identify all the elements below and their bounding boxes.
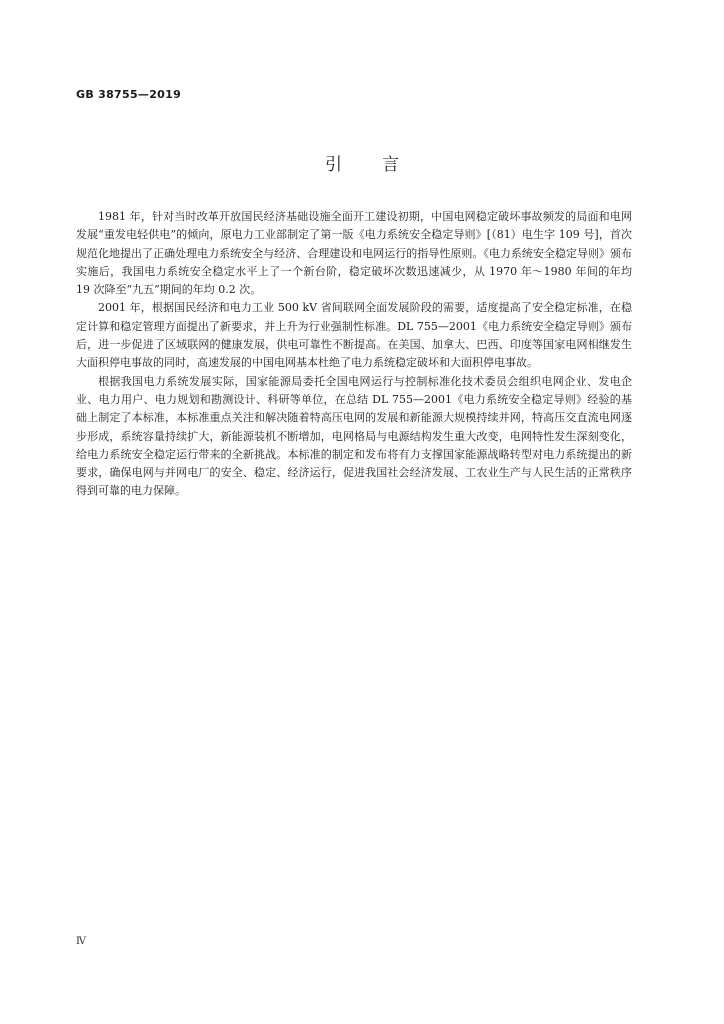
paragraph-2: 2001 年，根据国民经济和电力工业 500 kV 省间联网全面发展阶段的需要，适度提高了安全稳定标准，在稳定计算和稳定管理方面提出了新要求，并上升为行业强制性标准。DL 755—2001《电力系统安全稳定导则》颁布后，进一步促进了区域联网的健康发展，供电可靠性不断提高。在美国、加拿大、巴西、印度等国家电网相继发生大面积停电事故的同时，高速发展的中国电网基本杜绝了电力系统稳定破坏和大面积停电事故。 <box>76 301 632 370</box>
standard-code: GB 38755—2019 <box>76 88 182 101</box>
paragraph-3: 根据我国电力系统发展实际，国家能源局委托全国电网运行与控制标准化技术委员会组织电网企业、发电企业、电力用户、电力规划和勘测设计、科研等单位，在总结 DL 755—2001《电力系统安全稳定导则》经验的基础上制定了本标准，本标准重点关注和解决随着特高压电网的发展和新能源大规模持续并网，特高压交直流电网逐步形成，系统容量持续扩大，新能源装机不断增加，电网格局与电源结构发生重大改变，电网特性发生深刻变化，给电力系统安全稳定运行带来的全新挑战。本标准的制定和发布将有力支撑国家能源战略转型对电力系统提出的新要求，确保电网与并网电厂的安全、稳定、经济运行，促进我国社会经济发展、工农业生产与人民生活的正常秩序得到可靠的电力保障。 <box>76 374 632 498</box>
paragraph-1: 1981 年，针对当时改革开放国民经济基础设施全面开工建设初期，中国电网稳定破坏事故频发的局面和电网发展“重发电轻供电”的倾向，原电力工业部制定了第一版《电力系统安全稳定导则》[（81）电生字 109 号]，首次规范化地提出了正确处理电力系统安全与经济、合理建设和电网运行的指导性原则。《电力系统安全稳定导则》颁布实施后，我国电力系统安全稳定水平上了一个新台阶，稳定破坏次数迅速减少，从 1970 年～1980 年间的年均 19 次降至“九五”期间的年均 0.2 次。 <box>76 210 632 297</box>
page-number: Ⅳ <box>76 936 86 947</box>
body-text <box>76 208 632 501</box>
page-title: 引言 <box>325 155 439 175</box>
